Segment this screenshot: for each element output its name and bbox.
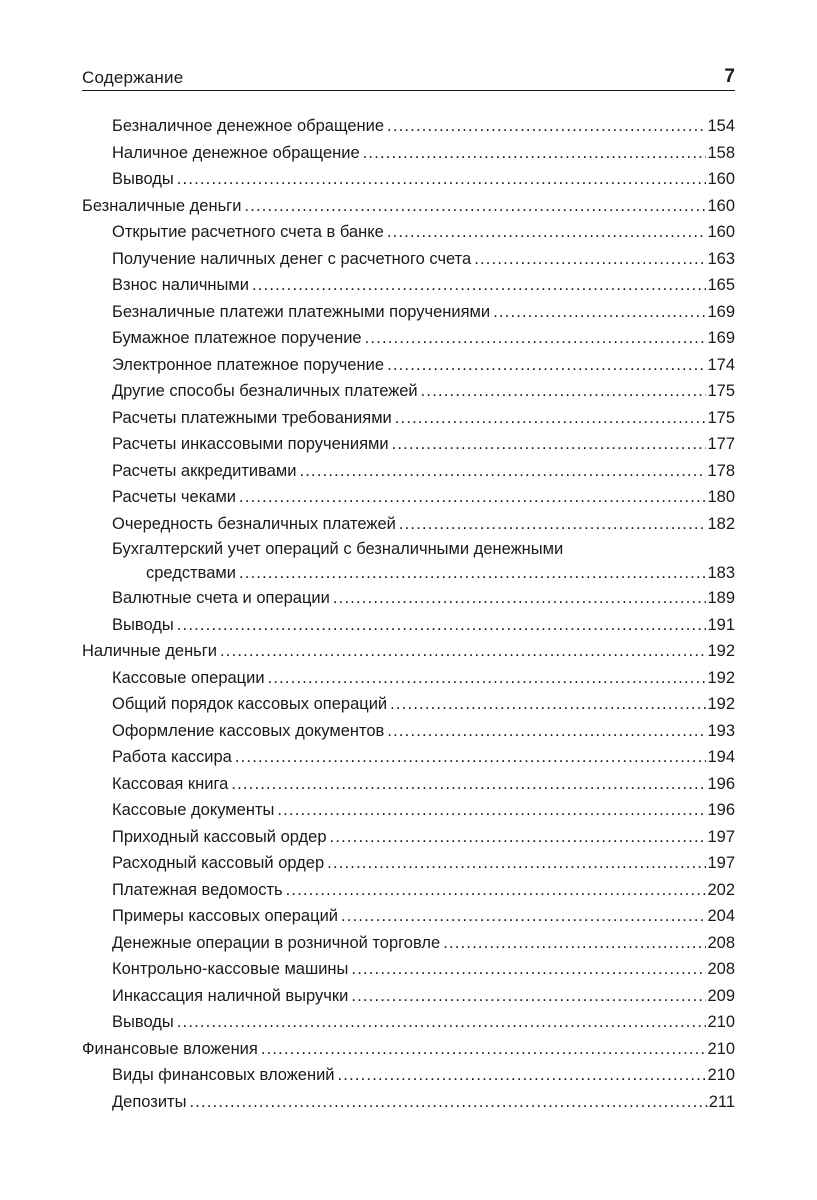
toc-entry-title: Виды финансовых вложений [112,1066,335,1084]
toc-entry [82,797,735,824]
toc-section-title: Наличные деньги [82,642,218,660]
toc-entry-title: Бухгалтерский учет операций с безналичными денежными [112,540,564,558]
toc-section-title: Безналичные деньги [82,196,242,215]
leader-dots [177,1009,707,1036]
toc-entry [82,272,735,299]
toc-entry-page: 196 [707,774,735,793]
toc-entry-title: Выводы [112,615,174,634]
toc-entry-page: 208 [707,960,735,978]
table-of-contents [82,113,735,1115]
toc-entry [82,1009,735,1036]
toc-entry-title: Кассовые документы [112,801,275,819]
toc-entry [82,850,735,877]
toc-entry-page: 160 [707,223,735,241]
toc-entry-title: Бумажное платежное поручение [112,329,362,347]
toc-entry [82,511,735,538]
toc-entry [82,299,735,326]
toc-entry [82,930,735,957]
toc-entry-title: Приходный кассовый ордер [112,827,327,846]
toc-entry-title: Открытие расчетного счета в банке [112,223,384,241]
toc-entry-title: Общий порядок кассовых операций [112,695,388,713]
toc-entry-title: Валютные счета и операции [112,589,330,607]
page [82,66,735,1115]
toc-entry-title: Безналичное денежное обращение [112,117,385,135]
toc-section-page: 160 [707,196,735,215]
toc-entry [82,561,735,585]
toc-entry [82,140,735,167]
toc-entry-page: 183 [707,564,735,582]
toc-entry [82,352,735,379]
toc-entry [82,691,735,718]
page-number: 7 [724,66,735,87]
toc-entry-title: Электронное платежное поручение [112,355,385,374]
toc-entry [82,956,735,983]
toc-entry-page: 202 [707,880,735,899]
toc-entry [82,877,735,904]
toc-entry [82,718,735,745]
toc-entry-page: 209 [707,986,735,1005]
leader-dots [239,484,706,511]
toc-entry [82,744,735,771]
leader-dots [220,638,706,665]
toc-entry-page: 197 [707,827,735,846]
toc-entry-page: 178 [707,461,735,480]
toc-entry-title: Расчеты аккредитивами [112,461,297,480]
toc-entry-page: 169 [707,329,735,347]
leader-dots [392,431,707,458]
toc-entry-page: 189 [707,589,735,607]
toc-entry-page: 192 [707,695,735,713]
toc-entry [82,1062,735,1089]
toc-entry-title: Работа кассира [112,748,232,766]
leader-dots [286,877,707,904]
toc-entry-page: 158 [707,143,735,162]
toc-entry-page: 210 [707,1066,735,1084]
toc-entry-title: Кассовые операции [112,668,265,687]
running-header [82,66,735,91]
toc-entry-title: Платежная ведомость [112,880,283,899]
toc-section-page: 192 [707,642,735,660]
toc-entry [82,1089,735,1116]
toc-entry-page: 182 [707,514,735,533]
toc-entry-page: 163 [707,249,735,268]
toc-entry-title: Выводы [112,1013,174,1031]
leader-dots [341,903,706,930]
toc-entry-title: Расчеты инкассовыми поручениями [112,435,389,453]
toc-entry [82,113,735,140]
toc-entry-page: 193 [707,721,735,740]
toc-entry-title: Контрольно-кассовые машины [112,960,349,978]
toc-entry [82,585,735,612]
leader-dots [387,113,706,140]
toc-entry [82,325,735,352]
toc-entry-page: 192 [707,668,735,687]
toc-entry-title: Взнос наличными [112,276,249,294]
toc-entry-title: Наличное денежное обращение [112,143,360,162]
toc-entry [82,431,735,458]
toc-entry-page: 175 [707,408,735,427]
leader-dots [333,585,707,612]
leader-dots [474,246,706,273]
toc-entry [82,484,735,511]
leader-dots [351,956,706,983]
leader-dots [443,930,706,957]
toc-section [82,193,735,220]
toc-entry-page: 194 [707,748,735,766]
toc-entry-page: 177 [707,435,735,453]
toc-entry-page: 191 [707,615,735,634]
leader-dots [327,850,706,877]
toc-entry-page: 160 [707,170,735,188]
leader-dots [235,744,707,771]
toc-entry-title: Кассовая книга [112,774,229,793]
toc-entry-title: Безналичные платежи платежными поручениями [112,302,491,321]
toc-entry-title: Расходный кассовый ордер [112,854,325,872]
leader-dots [252,272,707,299]
leader-dots [387,352,706,379]
toc-entry-page: 196 [707,801,735,819]
toc-entry-page: 204 [707,907,735,925]
toc-entry-title: Получение наличных денег с расчетного счета [112,249,472,268]
toc-entry-title: Депозиты [112,1092,187,1111]
toc-section-title: Финансовые вложения [82,1039,258,1058]
toc-entry [82,903,735,930]
toc-entry [82,405,735,432]
leader-dots [189,1089,707,1116]
toc-entry-title: Расчеты платежными требованиями [112,408,392,427]
toc-entry-page: 175 [707,382,735,400]
toc-entry [82,771,735,798]
toc-entry-title: Инкассация наличной выручки [112,986,349,1005]
toc-entry-page: 197 [707,854,735,872]
toc-entry [82,246,735,273]
leader-dots [390,691,706,718]
toc-entry [82,983,735,1010]
leader-dots [421,378,707,405]
leader-dots [395,405,707,432]
header-title: Содержание [82,68,184,87]
leader-dots [387,718,706,745]
leader-dots [268,665,707,692]
leader-dots [177,166,707,193]
toc-entry-title: Оформление кассовых документов [112,721,385,740]
toc-entry [82,458,735,485]
toc-entry-title-continued: средствами [146,564,236,582]
leader-dots [399,511,707,538]
toc-entry-title: Очередность безналичных платежей [112,514,396,533]
toc-entry-page: 174 [707,355,735,374]
toc-entry-page: 211 [708,1092,735,1111]
toc-entry-page: 169 [707,302,735,321]
toc-entry-title: Выводы [112,170,174,188]
leader-dots [365,325,707,352]
leader-dots [277,797,706,824]
leader-dots [231,771,706,798]
toc-entry-page: 210 [707,1013,735,1031]
toc-entry [82,824,735,851]
toc-entry-title: Расчеты чеками [112,488,237,506]
toc-entry [82,612,735,639]
leader-dots [493,299,706,326]
leader-dots [244,193,706,220]
leader-dots [177,612,707,639]
toc-entry-title: Другие способы безналичных платежей [112,382,418,400]
toc-section-page: 210 [707,1039,735,1058]
toc-section [82,638,735,665]
toc-entry [82,665,735,692]
toc-entry [82,378,735,405]
leader-dots [338,1062,707,1089]
leader-dots [330,824,707,851]
leader-dots [239,561,706,585]
leader-dots [387,219,707,246]
toc-section [82,1036,735,1063]
leader-dots [351,983,706,1010]
toc-entry-page: 165 [707,276,735,294]
toc-entry-title: Денежные операции в розничной торговле [112,933,441,952]
toc-entry [82,219,735,246]
leader-dots [299,458,706,485]
leader-dots [261,1036,707,1063]
toc-entry-page: 154 [707,117,735,135]
toc-entry-page: 180 [707,488,735,506]
leader-dots [363,140,707,167]
toc-entry-title: Примеры кассовых операций [112,907,338,925]
toc-entry-page: 208 [707,933,735,952]
toc-entry [82,166,735,193]
